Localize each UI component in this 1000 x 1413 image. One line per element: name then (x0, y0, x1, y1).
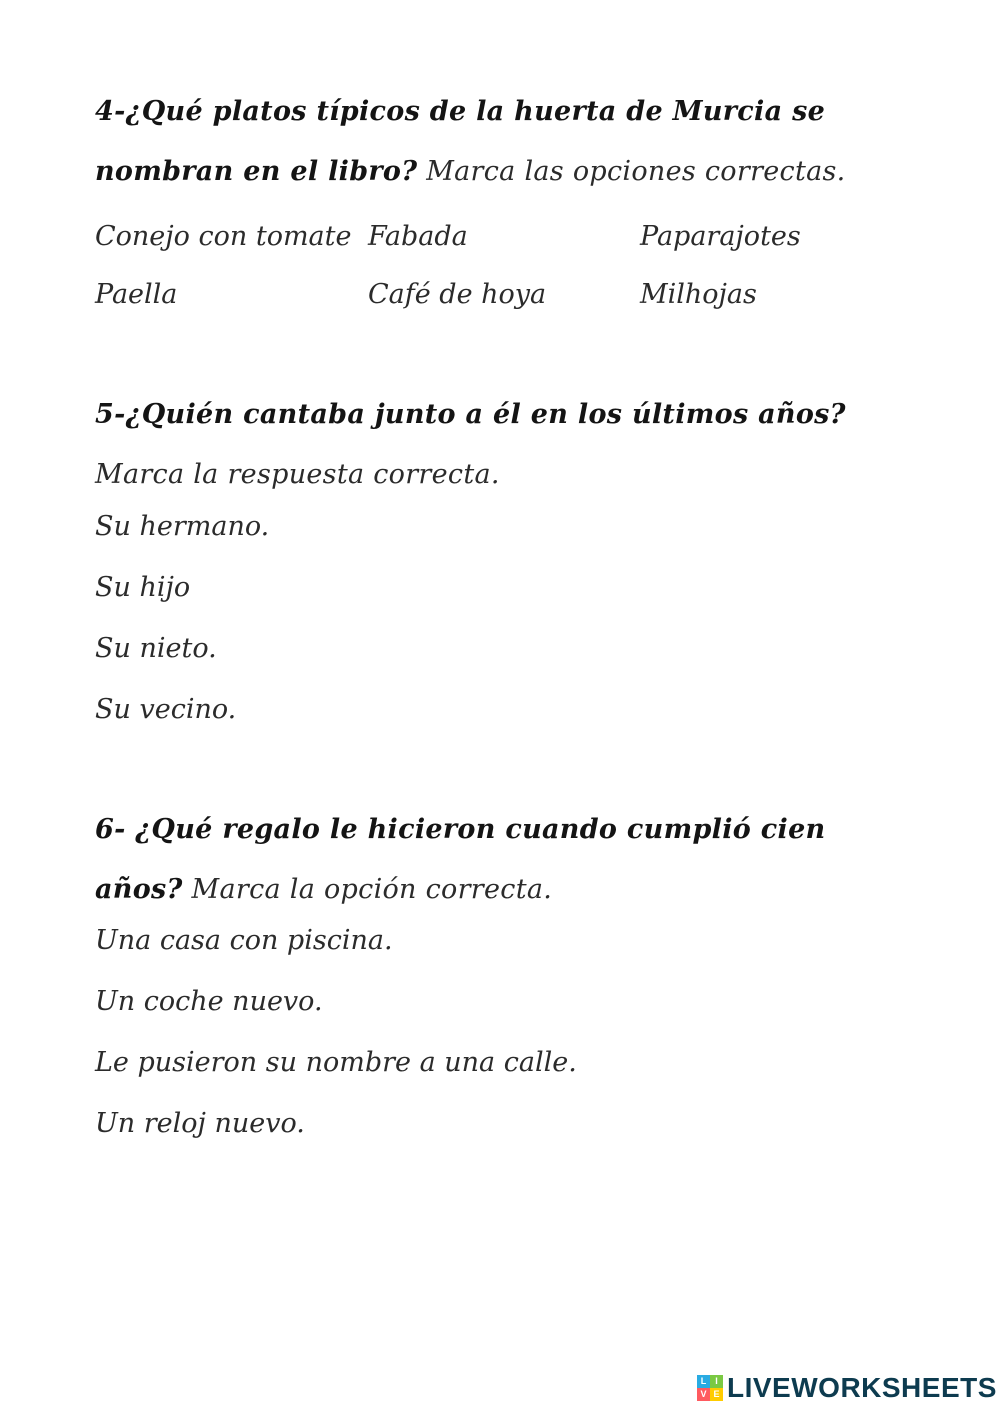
option-su-hermano[interactable]: Su hermano. (95, 511, 270, 542)
option-una-casa-con-piscina[interactable]: Una casa con piscina. (95, 925, 393, 956)
liveworksheets-brand[interactable] (697, 1372, 997, 1404)
option-nombre-a-una-calle[interactable]: Le pusieron su nombre a una calle. (95, 1047, 577, 1078)
option-su-vecino[interactable]: Su vecino. (95, 694, 237, 725)
logo-cell-v: V (697, 1388, 710, 1401)
question-4-options (95, 208, 935, 324)
option-fabada[interactable]: Fabada (368, 221, 468, 252)
liveworksheets-logo-icon (697, 1375, 723, 1401)
question-5-text: 5-¿Quién cantaba junto a él en los últimos años? (95, 399, 846, 430)
logo-cell-i: I (710, 1375, 723, 1388)
logo-cell-l: L (697, 1375, 710, 1388)
liveworksheets-wordmark: LIVEWORKSHEETS (727, 1372, 997, 1403)
option-un-coche-nuevo[interactable]: Un coche nuevo. (95, 986, 323, 1017)
option-conejo-con-tomate[interactable]: Conejo con tomate (95, 221, 352, 252)
option-su-hijo[interactable]: Su hijo (95, 572, 191, 603)
question-5-instruction: Marca la respuesta correcta. (95, 459, 500, 490)
question-4-prompt (95, 82, 920, 202)
logo-cell-e: E (710, 1388, 723, 1401)
option-paparajotes[interactable]: Paparajotes (640, 221, 801, 252)
question-5-prompt (95, 385, 920, 505)
question-6-instruction: Marca la opción correcta. (182, 874, 553, 905)
question-4-instruction: Marca las opciones correctas. (417, 156, 846, 187)
question-6-prompt (95, 800, 920, 920)
question-4-text: 4-¿Qué platos típicos de la huerta de Murcia se nombran en el libro? (95, 96, 826, 187)
option-su-nieto[interactable]: Su nieto. (95, 633, 217, 664)
option-milhojas[interactable]: Milhojas (640, 279, 757, 310)
question-6-options (95, 910, 875, 1154)
question-5-options (95, 496, 875, 740)
option-cafe-de-hoya[interactable]: Café de hoya (368, 279, 547, 310)
option-paella[interactable]: Paella (95, 279, 178, 310)
question-6-text: 6- ¿Qué regalo le hicieron cuando cumplió cien años? (95, 814, 826, 905)
option-un-reloj-nuevo[interactable]: Un reloj nuevo. (95, 1108, 305, 1139)
